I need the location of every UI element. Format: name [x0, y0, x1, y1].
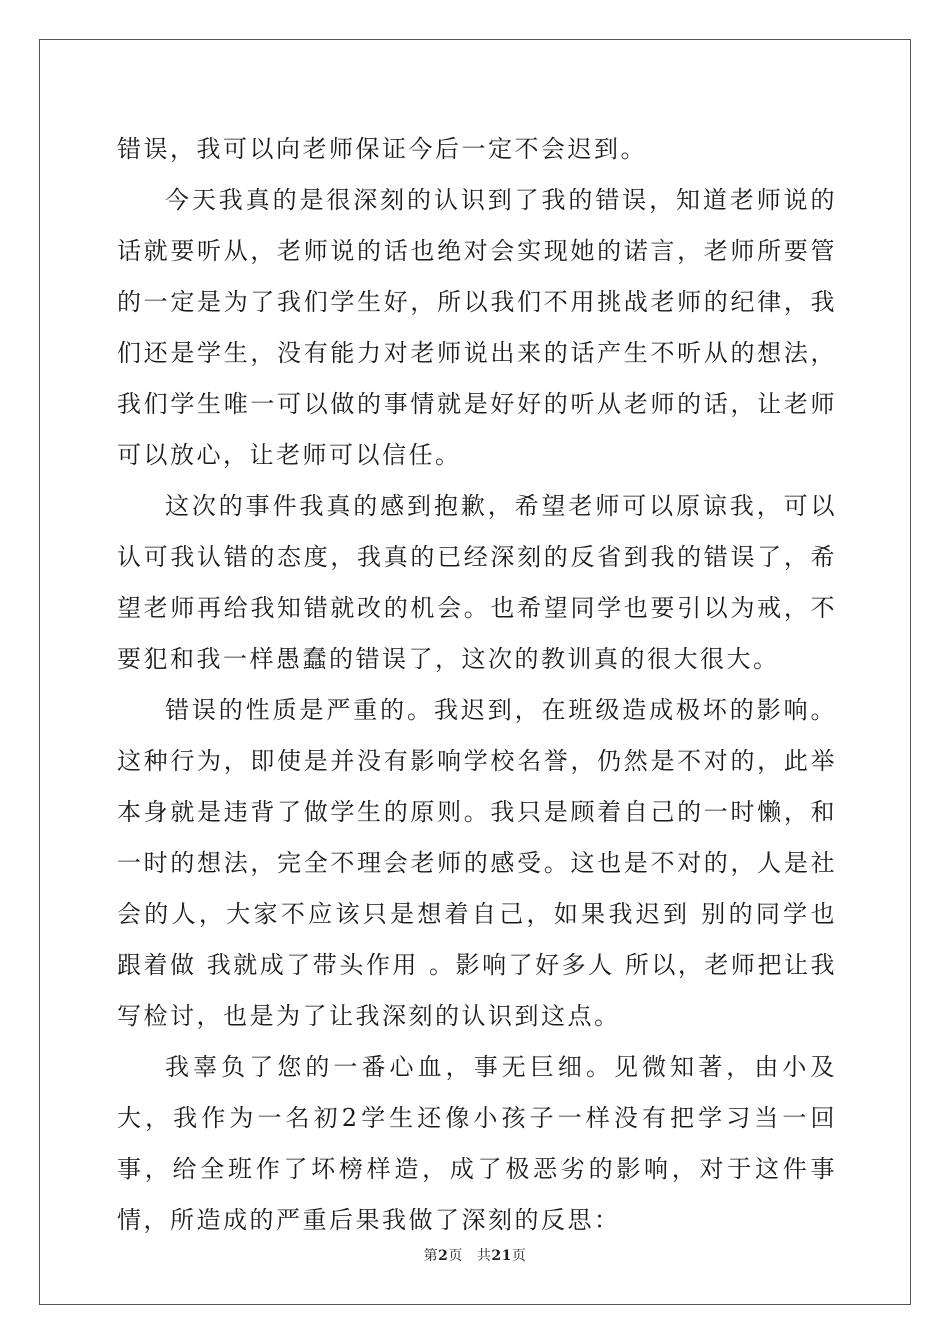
paragraph-1: 错误，我可以向老师保证今后一定不会迟到。 [117, 135, 647, 163]
total-prefix: 共 [476, 1248, 492, 1264]
paragraph-4: 错误的性质是严重的。我迟到，在班级造成极坏的影响。这种行为，即使是并没有影响学校名誉，仍然是不对的，此举本身就是违背了做学生的原则。我只是顾着自己的一时懒，和一时的想法，完全不理会老师的感受。这也是不对的，人是社会的人，大家不应该只是想着自己，如果我迟到 别的同学也跟着做 我就成了带头作用 。影响了好多人 所以，老师把让我写检讨，也是为了让我深刻的认识到这点。 [117, 696, 837, 1030]
paragraph-2: 今天我真的是很深刻的认识到了我的错误，知道老师说的话就要听从，老师说的话也绝对会实现她的诺言，老师所要管的一定是为了我们学生好，所以我们不用挑战老师的纪律，我们还是学生，没有能力对老师说出来的话产生不听从的想法，我们学生唯一可以做的事情就是好好的听从老师的话，让老师可以放心，让老师可以信任。 [117, 186, 837, 469]
total-pages: 21 [491, 1248, 512, 1264]
page-prefix: 第 [423, 1248, 439, 1264]
page-footer [0, 1245, 950, 1265]
total-suffix: 页 [511, 1248, 527, 1264]
page-number: 2 [438, 1248, 449, 1264]
paragraph-5: 我辜负了您的一番心血，事无巨细。见微知著，由小及大，我作为一名初2学生还像小孩子一样没有把学习当一回事，给全班作了坏榜样造，成了极恶劣的影响，对于这件事情，所造成的严重后果我做了深刻的反思： [117, 1053, 837, 1234]
page-suffix: 页 [448, 1248, 463, 1264]
paragraph-3: 这次的事件我真的感到抱歉，希望老师可以原谅我，可以认可我认错的态度，我真的已经深刻的反省到我的错误了，希望老师再给我知错就改的机会。也希望同学也要引以为戒，不要犯和我一样愚蠢的错误了，这次的教训真的很大很大。 [117, 492, 837, 673]
document-body [117, 124, 837, 1246]
